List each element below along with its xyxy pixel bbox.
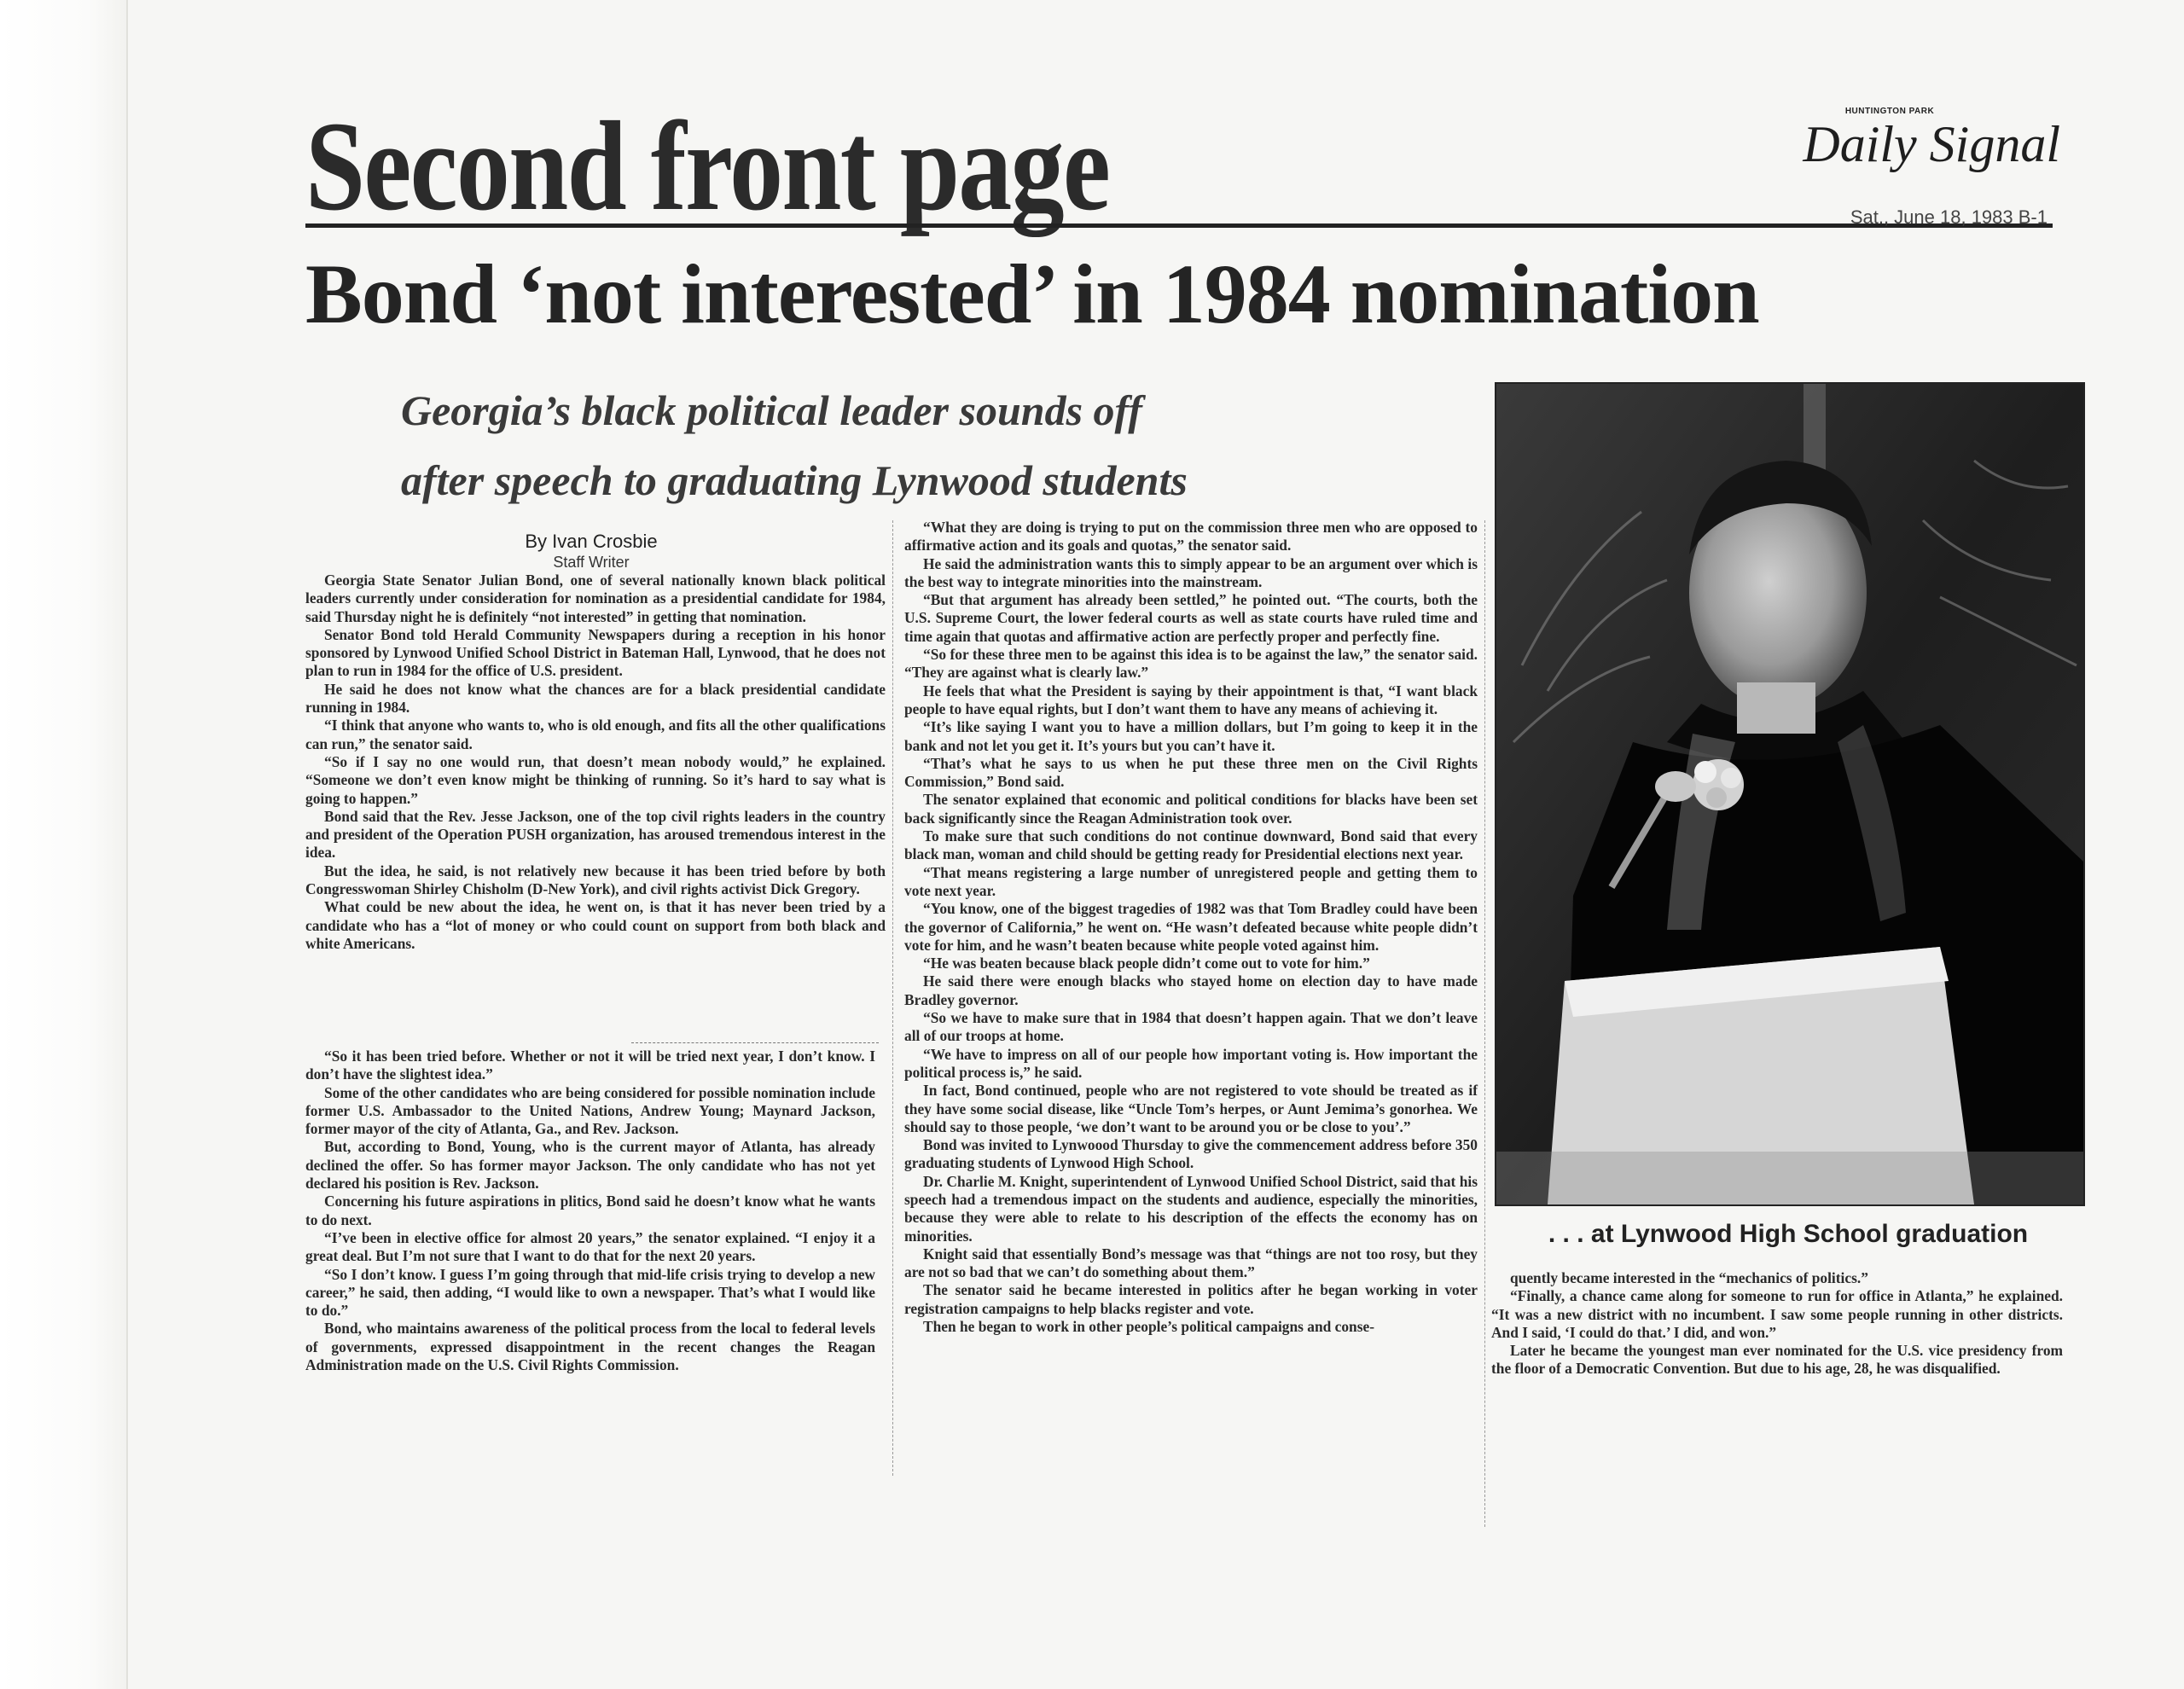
- paragraph: Later he became the youngest man ever nominated for the U.S. vice presidency from the floor of a Democratic Convention. But due to his age, 28, he was disqualified.: [1491, 1342, 2063, 1378]
- paragraph: Bond, who maintains awareness of the political process from the local to federal levels of governments, expressed disappointment in the recent changes the Reagan Administration made on the U.S. Civil Rights Commission.: [305, 1320, 875, 1374]
- paragraph: Some of the other candidates who are being considered for possible nomination include former U.S. Ambassador to the United Nations, Andrew Young; Maynard Jackson, former mayor of the city of Atlanta, Ga., and Rev. Jackson.: [305, 1083, 875, 1138]
- column-1-top: [305, 572, 886, 953]
- paragraph: “You know, one of the biggest tragedies of 1982 was that Tom Bradley could have been the governor of California,” he went on. “He wasn’t defeated because white people didn’t vote for him, and he wasn’t beaten because white people voted against him.: [904, 900, 1478, 954]
- photo-caption: . . . at Lynwood High School graduation: [1548, 1220, 2029, 1248]
- byline-role: Staff Writer: [553, 554, 630, 571]
- masthead-rule: [305, 223, 2053, 228]
- paragraph: Knight said that essentially Bond’s message was that “things are not too rosy, but they are not so bad that we can’t do something about them.”: [904, 1245, 1478, 1281]
- paragraph: “That’s what he says to us when he put these three men on the Civil Rights Commission,” Bond said.: [904, 754, 1478, 791]
- paper-name: Daily Signal: [1803, 116, 2060, 172]
- paragraph: “So we have to make sure that in 1984 that doesn’t happen again. That we don’t leave all of our troops at home.: [904, 1009, 1478, 1045]
- paragraph: “So it has been tried before. Whether or not it will be tried next year, I don’t know. I don’t have the slightest idea.”: [305, 1048, 875, 1083]
- column-divider: [1484, 520, 1485, 1527]
- paragraph: “So if I say no one would run, that doesn’t mean nobody would,” he explained. “Someone we don’t even know might be thinking of running. So it’s hard to say what is going to happen.”: [305, 752, 886, 807]
- paragraph: But, according to Bond, Young, who is the current mayor of Atlanta, has already declined the offer. So has former mayor Jackson. The only candidate who has not yet declared his position is Rev. Jackson.: [305, 1138, 875, 1193]
- section-separator: [631, 1042, 879, 1043]
- paragraph: “It’s like saying I want you to have a million dollars, but I’m going to keep it in the bank and not let you get it. It’s yours but you can’t have it.: [904, 718, 1478, 754]
- headline: Bond ‘not interested’ in 1984 nomination: [305, 247, 1759, 341]
- paragraph: “That means registering a large number of unregistered people and getting them to vote next year.: [904, 863, 1478, 899]
- paragraph: He said the administration wants this to simply appear to be an argument over which is the best way to integrate minorities into the mainstream.: [904, 554, 1478, 590]
- paragraph: He said there were enough blacks who stayed home on election day to have made Bradley governor.: [904, 972, 1478, 1008]
- paragraph: Bond said that the Rev. Jesse Jackson, one of the top civil rights leaders in the country and president of the Operation PUSH organization, has aroused tremendous interest in the idea.: [305, 807, 886, 862]
- photo-julian-bond: [1495, 382, 2085, 1206]
- paragraph: The senator explained that economic and political conditions for blacks have been set back significantly since the Reagan Administration took over.: [904, 791, 1478, 827]
- paragraph: The senator said he became interested in politics after he began working in voter registration campaigns to help blacks register and vote.: [904, 1281, 1478, 1317]
- paragraph: Concerning his future aspirations in plitics, Bond said he doesn’t know what he wants to do next.: [305, 1193, 875, 1228]
- photo-image: [1496, 384, 2083, 1204]
- paragraph: Georgia State Senator Julian Bond, one of several nationally known black political leaders currently under consideration for nomination as a presidential candidate for 1984, said Thursday night he is definitely “not interested” in getting that nomination.: [305, 572, 886, 625]
- paragraph: To make sure that such conditions do not continue downward, Bond said that every black man, woman and child should be getting ready for Presidential elections next year.: [904, 827, 1478, 863]
- byline-name: By Ivan Crosbie: [525, 531, 658, 552]
- paragraph: In fact, Bond continued, people who are not registered to vote should be treated as if they have some social disease, like “Uncle Tom’s herpes, or Aunt Jemima’s gonorhea. We should say to those people, ‘we don’t want to be around you or be close to you’.”: [904, 1082, 1478, 1135]
- paragraph: quently became interested in the “mechanics of politics.”: [1510, 1269, 1868, 1286]
- section-title: Second front page: [305, 96, 1110, 237]
- column-3: [1491, 1269, 2063, 1378]
- paper-location: HUNTINGTON PARK: [1844, 107, 1935, 116]
- paragraph: “I think that anyone who wants to, who is old enough, and fits all the other qualifications can run,” the senator said.: [305, 717, 886, 752]
- paragraph: “But that argument has already been settled,” he pointed out. “The courts, both the U.S. Supreme Court, the lower federal courts as well as state courts have ruled time and time again that quotas and affirmative action are perfectly proper and perfectly fine.: [904, 591, 1478, 645]
- paragraph: What could be new about the idea, he went on, is that it has never been tried by a candidate who has a “lot of money or who could count on support from both black and white Americans.: [305, 898, 886, 952]
- dateline: Sat., June 18, 1983 B-1: [1850, 206, 2048, 228]
- deck: [367, 375, 1374, 515]
- byline: [305, 531, 877, 572]
- paragraph: He feels that what the President is saying by their appointment is that, “I want black people to have equal rights, but I don’t want them to have any means of achieving it.: [904, 682, 1478, 717]
- paragraph: Then he began to work in other people’s political campaigns and conse-: [923, 1318, 1375, 1336]
- paragraph: “I’ve been in elective office for almost 20 years,” the senator explained. “I enjoy it a great deal. But I’m not sure that I want to do that for the next 20 years.: [305, 1228, 875, 1265]
- deck-line: Georgia’s black political leader sounds off: [401, 386, 1142, 434]
- paragraph: “So for these three men to be against this idea is to be against the law,” the senator said. “They are against what is clearly law.”: [904, 646, 1478, 682]
- paragraph: Dr. Charlie M. Knight, superintendent of Lynwood Unified School District, said that his speech had a tremendous impact on the students and audience, especially the minorities, because they were able to relate to his description of the effects the economy has on minorities.: [904, 1172, 1478, 1245]
- paragraph: He said he does not know what the chances are for a black presidential candidate running in 1984.: [305, 680, 886, 717]
- paragraph: “He was beaten because black people didn’t come out to vote for him.”: [923, 955, 1370, 972]
- paragraph: “So I don’t know. I guess I’m going through that mid-life crisis trying to develop a new career,” he said, then adding, “I would like to own a newspaper. That’s what I would like to do.”: [305, 1265, 875, 1320]
- deck-line: after speech to graduating Lynwood students: [401, 456, 1188, 504]
- column-2: [904, 519, 1478, 1336]
- paragraph: Senator Bond told Herald Community Newspapers during a reception in his honor sponsored by Lynwood Unified School District in Bateman Hall, Lynwood, that he does not plan to run in 1984 for the office of U.S. president.: [305, 625, 886, 680]
- paragraph: Bond was invited to Lynwoood Thursday to give the commencement address before 350 graduating students of Lynwood High School.: [904, 1136, 1478, 1172]
- column-1-bottom: [305, 1048, 875, 1374]
- column-divider: [892, 520, 893, 1476]
- paragraph: “What they are doing is trying to put on the commission three men who are opposed to affirmative action and its goals and quotas,” the senator said.: [904, 519, 1478, 554]
- scan-margin: [0, 0, 128, 1689]
- paragraph: “We have to impress on all of our people how important voting is. How important the political process is,” he said.: [904, 1045, 1478, 1081]
- paragraph: “Finally, a chance came along for someone to run for office in Atlanta,” he explained. “It was a new district with no incumbent. I saw some people running in other districts. And I said, ‘I could do that.’ I did, and won.”: [1491, 1287, 2063, 1341]
- paragraph: But the idea, he said, is not relatively new because it has been tried before by both Congresswoman Shirley Chisholm (D-New York), and civil rights activist Dick Gregory.: [305, 862, 886, 898]
